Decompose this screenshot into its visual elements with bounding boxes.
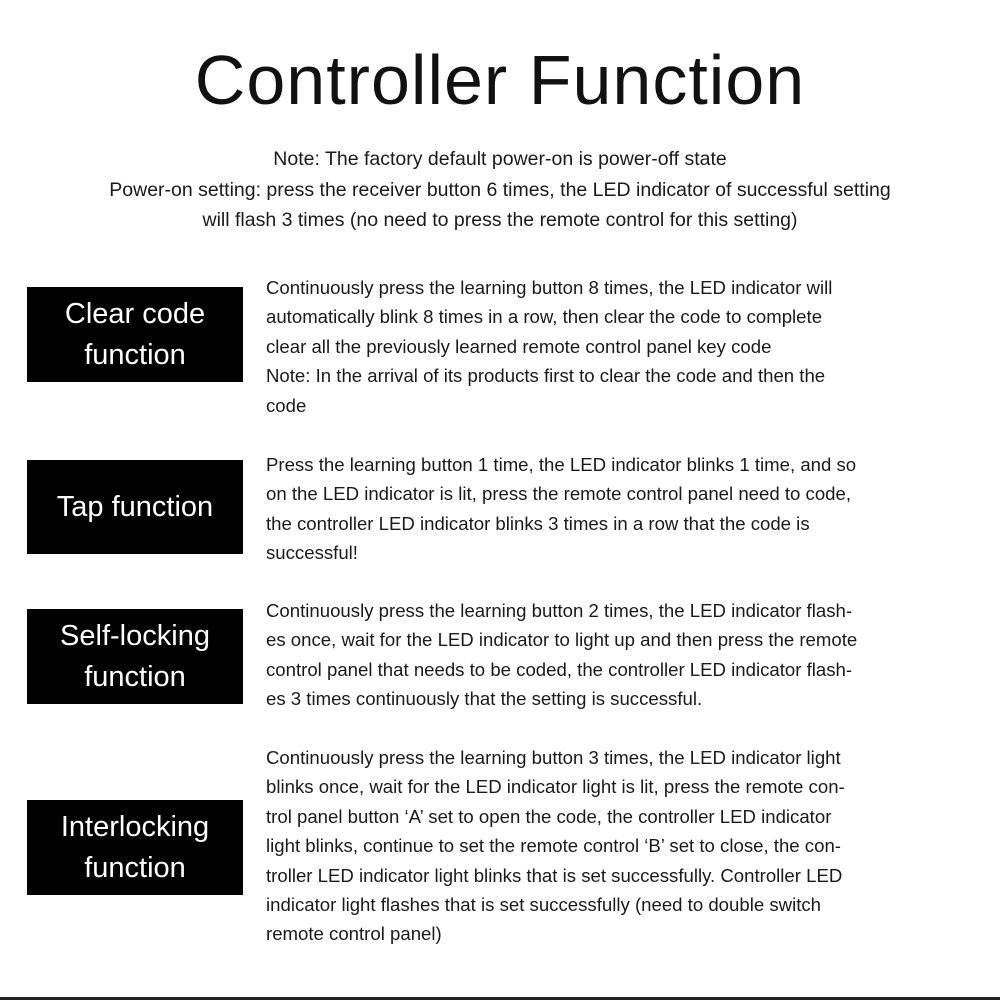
desc-line: control panel that needs to be coded, the controller LED indicator flash- [266, 658, 853, 680]
label-line: function [84, 851, 186, 884]
desc-line: troller LED indicator light blinks that is set successfully. Controller LED [266, 864, 843, 886]
desc-line: automatically blink 8 times in a row, then clear the code to complete [266, 306, 823, 328]
tap-function-description [266, 450, 978, 568]
desc-line: Continuously press the learning button 3 times, the LED indicator light [266, 747, 841, 768]
label-line: Self-locking [60, 619, 210, 652]
desc-line: on the LED indicator is lit, press the remote control panel need to code, [266, 483, 852, 505]
desc-line: Note: In the arrival of its products first to clear the code and then the [266, 365, 826, 387]
desc-line: successful! [266, 542, 358, 564]
desc-line: Continuously press the learning button 2 times, the LED indicator flash- [266, 600, 853, 621]
desc-line: indicator light flashes that is set successfully (need to double switch [266, 894, 821, 916]
desc-line: trol panel button ‘A’ set to open the code, the controller LED indicator [266, 805, 832, 827]
label-line: Tap function [56, 490, 214, 523]
page-title: Controller Function [194, 41, 806, 119]
self-locking-label [27, 609, 243, 704]
desc-line: remote control panel) [266, 923, 442, 945]
desc-line: the controller LED indicator blinks 3 times in a row that the code is [266, 512, 810, 534]
intro-line: will flash 3 times (no need to press the remote control for this setting) [202, 209, 798, 231]
desc-line: es once, wait for the LED indicator to light up and then press the remote [266, 629, 858, 651]
desc-line: Press the learning button 1 time, the LED indicator blinks 1 time, and so [266, 454, 857, 475]
desc-line: Continuously press the learning button 8 times, the LED indicator will [266, 277, 833, 298]
self-locking-description [266, 596, 978, 714]
intro-line: Note: The factory default power-on is power-off state [273, 148, 727, 170]
label-line: Clear code [64, 297, 206, 330]
interlocking-description [266, 743, 978, 949]
desc-line: clear all the previously learned remote control panel key code [266, 335, 772, 357]
interlocking-label [27, 800, 243, 895]
label-line: Interlocking [60, 810, 210, 843]
desc-line: light blinks, continue to set the remote control ‘B’ set to close, the con- [266, 835, 841, 857]
desc-line: blinks once, wait for the LED indicator light is lit, press the remote con- [266, 776, 845, 798]
desc-line: code [266, 394, 307, 416]
intro-line: Power-on setting: press the receiver button 6 times, the LED indicator of successful setting [109, 178, 891, 201]
intro-note [0, 144, 1000, 236]
label-line: function [84, 338, 186, 371]
clear-code-description [266, 273, 978, 420]
desc-line: es 3 times continuously that the setting is successful. [266, 688, 703, 710]
clear-code-label [27, 287, 243, 382]
label-line: function [84, 660, 186, 693]
tap-function-label [27, 460, 243, 554]
